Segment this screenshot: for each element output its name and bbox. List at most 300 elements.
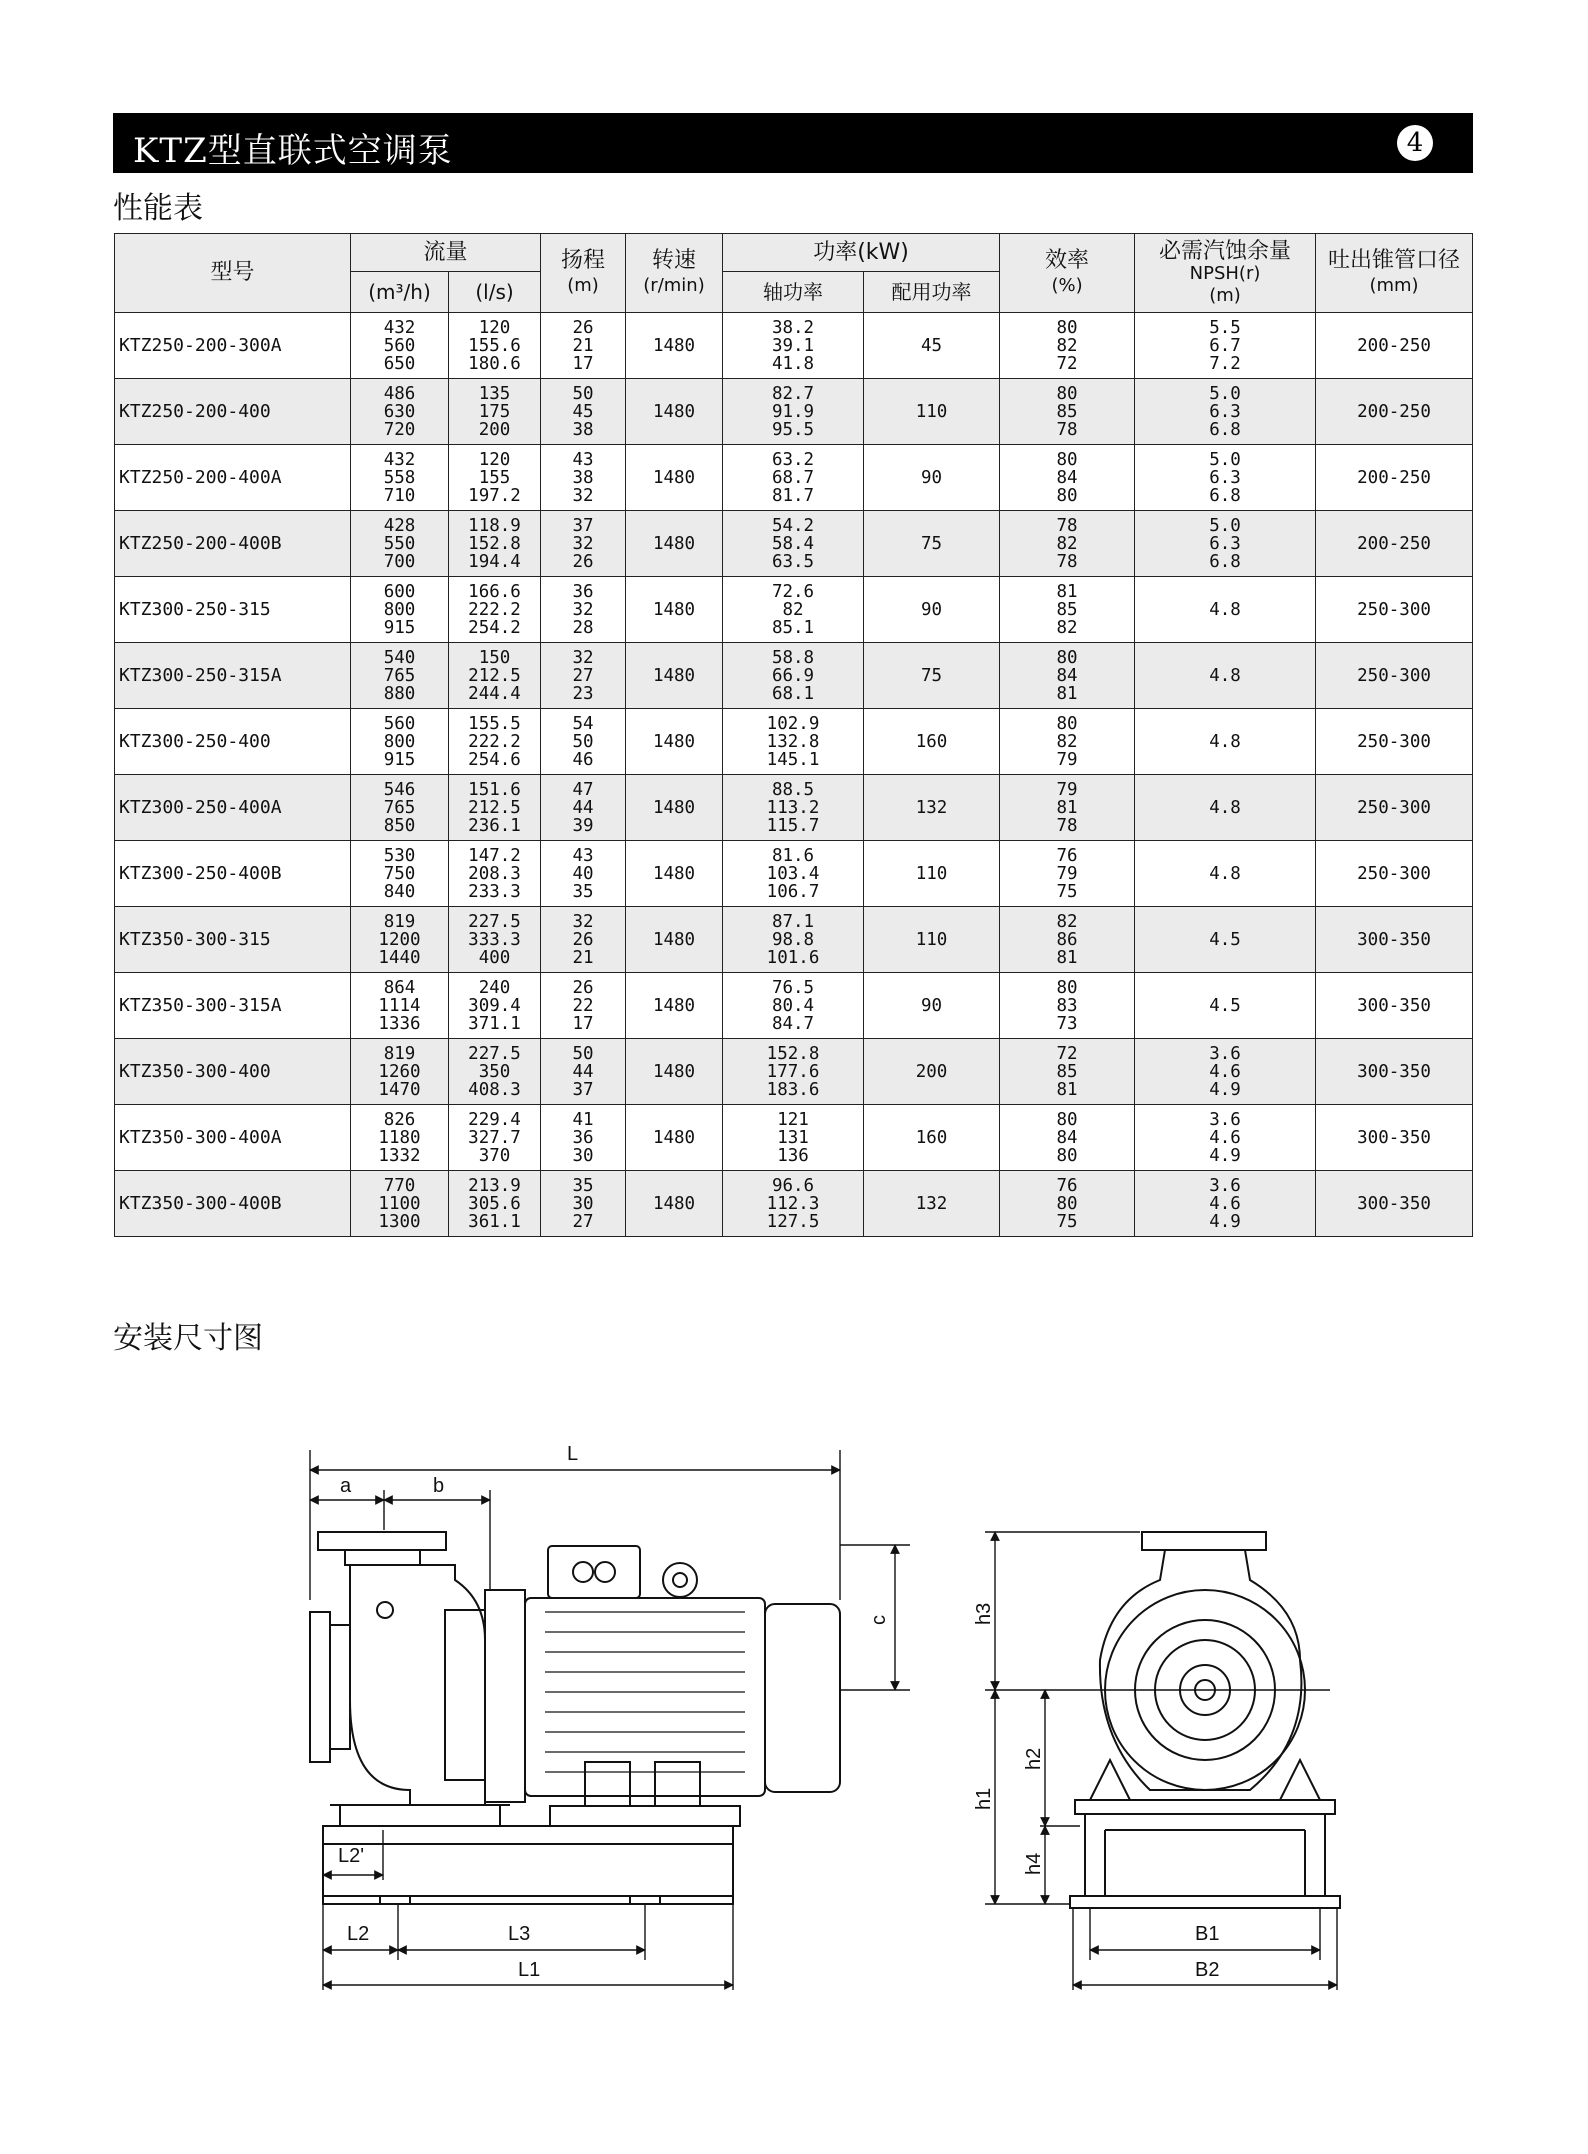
cell-value: 82 (1056, 617, 1078, 638)
cell-value: 240 (478, 977, 511, 998)
cell-value: 212.5 (468, 665, 521, 686)
cell-value: 81 (1056, 1079, 1078, 1100)
cell-value: 46 (572, 749, 594, 770)
cell-matched-power: 90 (864, 577, 1000, 643)
cell-outlet: 200-250 (1316, 511, 1473, 577)
cell-matched-power: 110 (864, 841, 1000, 907)
cell-value: 197.2 (468, 485, 521, 506)
cell-model: KTZ300-250-400B (115, 841, 351, 907)
cell-value: 43 (572, 845, 594, 866)
cell-value: 155.6 (468, 335, 521, 356)
cell-value: 32 (572, 647, 594, 668)
cell-value: 26 (572, 551, 594, 572)
cell-value: 80 (1056, 977, 1078, 998)
cell-outlet: 200-250 (1316, 379, 1473, 445)
motor-feet (550, 1806, 740, 1826)
cell-value: 6.8 (1209, 485, 1241, 506)
cell-value: 1300 (378, 1211, 421, 1232)
cell-value: 4.6 (1209, 1127, 1241, 1148)
cell-matched-power: 110 (864, 907, 1000, 973)
cell-value: 120 (478, 449, 511, 470)
dim-L: L (567, 1443, 579, 1465)
cell-value: 81 (1056, 581, 1078, 602)
cell-value: 150 (478, 647, 511, 668)
cell-value: 222.2 (468, 731, 521, 752)
cell-model: KTZ350-300-400B (115, 1171, 351, 1237)
cell-value: 17 (572, 353, 594, 374)
cell-value: 81 (1056, 947, 1078, 968)
cell-speed: 1480 (626, 643, 723, 709)
cell-value: 50 (572, 383, 594, 404)
cell-value: 800 (383, 731, 416, 752)
cell-value: 38 (572, 419, 594, 440)
cell-value: 17 (572, 1013, 594, 1034)
cell-value: 35 (572, 881, 594, 902)
cell-value: 4.9 (1209, 1079, 1241, 1100)
cell-value: 880 (383, 683, 416, 704)
dim-h1: h1 (973, 1787, 995, 1810)
cell-value: 82 (1056, 911, 1078, 932)
cell-value: 408.3 (468, 1079, 521, 1100)
cell-value: 309.4 (468, 995, 521, 1016)
col-npsh: 必需汽蚀余量 NPSH(r) (m) (1135, 234, 1316, 313)
cell-value: 166.6 (468, 581, 521, 602)
cell-value: 152.8 (766, 1043, 820, 1064)
cell-value: 80 (1056, 317, 1078, 338)
cell-value: 3.6 (1209, 1043, 1241, 1064)
cell-value: 81 (1056, 797, 1078, 818)
cell-value: 229.4 (468, 1109, 521, 1130)
cell-value: 80 (1056, 383, 1078, 404)
cell-value: 4.5 (1209, 929, 1241, 950)
cell-value: 72.6 (771, 581, 815, 602)
cell-value: 630 (383, 401, 416, 422)
cell-value: 32 (572, 485, 594, 506)
cell-value: 254.2 (468, 617, 521, 638)
cell-value: 75 (1056, 1211, 1078, 1232)
cell-outlet: 200-250 (1316, 445, 1473, 511)
cell-value: 68.7 (771, 467, 815, 488)
cell-value: 840 (383, 881, 416, 902)
cell-value: 222.2 (468, 599, 521, 620)
col-power: 功率(kW) (723, 234, 1000, 272)
cell-value: 78 (1056, 551, 1078, 572)
cell-value: 26 (572, 929, 594, 950)
motor-flange (485, 1590, 525, 1802)
cell-value: 175 (478, 401, 511, 422)
cell-value: 546 (383, 779, 416, 800)
cell-value: 152.8 (468, 533, 521, 554)
cell-value: 7.2 (1209, 353, 1241, 374)
cell-model: KTZ350-300-315A (115, 973, 351, 1039)
cell-speed: 1480 (626, 313, 723, 379)
cell-speed: 1480 (626, 841, 723, 907)
cell-value: 151.6 (468, 779, 521, 800)
cell-value: 79 (1056, 863, 1078, 884)
cell-speed: 1480 (626, 1171, 723, 1237)
cell-value: 85 (1056, 1061, 1078, 1082)
installation-heading: 安装尺寸图 (113, 1321, 263, 1356)
cell-value: 4.8 (1209, 599, 1241, 620)
cell-value: 4.9 (1209, 1145, 1241, 1166)
cell-value: 78 (1056, 515, 1078, 536)
cell-value: 819 (383, 1043, 416, 1064)
cell-value: 84 (1056, 1127, 1078, 1148)
dim-L1: L1 (518, 1959, 541, 1981)
cell-value: 750 (383, 863, 416, 884)
cell-value: 180.6 (468, 353, 521, 374)
cell-value: 101.6 (766, 947, 820, 968)
cell-value: 54.2 (771, 515, 815, 536)
cell-value: 550 (383, 533, 416, 554)
cell-value: 1260 (378, 1061, 421, 1082)
cell-value: 37 (572, 515, 594, 536)
cell-value: 43 (572, 449, 594, 470)
cell-value: 32 (572, 911, 594, 932)
cell-value: 63.2 (771, 449, 815, 470)
cell-value: 720 (383, 419, 416, 440)
cell-value: 63.5 (771, 551, 815, 572)
cell-value: 5.5 (1209, 317, 1241, 338)
cell-value: 38.2 (771, 317, 815, 338)
cell-value: 826 (383, 1109, 416, 1130)
cell-value: 75 (1056, 881, 1078, 902)
cell-speed: 1480 (626, 709, 723, 775)
cell-model: KTZ300-250-315A (115, 643, 351, 709)
cell-value: 80 (1056, 485, 1078, 506)
cell-value: 5.0 (1209, 515, 1241, 536)
cell-value: 127.5 (766, 1211, 820, 1232)
cell-value: 76 (1056, 1175, 1078, 1196)
cell-value: 558 (383, 467, 416, 488)
cell-value: 47 (572, 779, 594, 800)
cell-value: 121 (777, 1109, 809, 1130)
cell-value: 428 (383, 515, 416, 536)
cell-value: 915 (383, 617, 416, 638)
cell-value: 4.5 (1209, 995, 1241, 1016)
cell-value: 81 (1056, 683, 1078, 704)
cell-value: 78 (1056, 815, 1078, 836)
cell-value: 80.4 (771, 995, 815, 1016)
cell-value: 79 (1056, 779, 1078, 800)
cell-matched-power: 200 (864, 1039, 1000, 1105)
cell-value: 112.3 (766, 1193, 820, 1214)
cell-value: 54 (572, 713, 594, 734)
cell-value: 236.1 (468, 815, 521, 836)
cell-value: 3.6 (1209, 1109, 1241, 1130)
cell-outlet: 250-300 (1316, 775, 1473, 841)
cell-value: 208.3 (468, 863, 521, 884)
cell-value: 27 (572, 1211, 594, 1232)
cell-value: 370 (478, 1145, 511, 1166)
col-flow-ls: (l/s) (449, 272, 541, 313)
motor-body (525, 1598, 765, 1796)
cell-value: 120 (478, 317, 511, 338)
cell-value: 36 (572, 581, 594, 602)
cell-value: 21 (572, 947, 594, 968)
cell-value: 41.8 (771, 353, 815, 374)
end-base-feet (1070, 1896, 1340, 1908)
cell-model: KTZ300-250-315 (115, 577, 351, 643)
cell-value: 68.1 (771, 683, 815, 704)
cell-value: 32 (572, 599, 594, 620)
cell-value: 305.6 (468, 1193, 521, 1214)
end-dimension-labels (973, 1603, 1219, 1981)
cell-value: 700 (383, 551, 416, 572)
cell-value: 98.8 (771, 929, 815, 950)
cell-value: 254.6 (468, 749, 521, 770)
cell-outlet: 250-300 (1316, 709, 1473, 775)
cell-outlet: 250-300 (1316, 841, 1473, 907)
cell-outlet: 300-350 (1316, 1105, 1473, 1171)
cell-value: 81.6 (771, 845, 815, 866)
cell-value: 530 (383, 845, 416, 866)
end-base-top (1075, 1800, 1335, 1814)
cell-value: 560 (383, 335, 416, 356)
cell-outlet: 300-350 (1316, 1171, 1473, 1237)
cell-value: 82.7 (771, 383, 815, 404)
cell-value: 30 (572, 1193, 594, 1214)
cell-model: KTZ300-250-400 (115, 709, 351, 775)
cell-value: 80 (1056, 713, 1078, 734)
cell-value: 35 (572, 1175, 594, 1196)
cell-value: 432 (383, 449, 416, 470)
cell-speed: 1480 (626, 907, 723, 973)
cell-value: 4.8 (1209, 731, 1241, 752)
cell-value: 850 (383, 815, 416, 836)
cell-outlet: 250-300 (1316, 643, 1473, 709)
cell-value: 1100 (378, 1193, 421, 1214)
cell-value: 371.1 (468, 1013, 521, 1034)
cell-value: 4.6 (1209, 1061, 1241, 1082)
cell-value: 58.4 (771, 533, 815, 554)
cell-value: 6.7 (1209, 335, 1241, 356)
cell-value: 650 (383, 353, 416, 374)
cell-value: 39 (572, 815, 594, 836)
cell-speed: 1480 (626, 1039, 723, 1105)
cell-value: 23 (572, 683, 594, 704)
cell-value: 85 (1056, 599, 1078, 620)
col-flow-m3h: (m³/h) (351, 272, 449, 313)
cell-value: 486 (383, 383, 416, 404)
cell-value: 765 (383, 797, 416, 818)
cell-value: 5.0 (1209, 449, 1241, 470)
cell-value: 6.3 (1209, 533, 1241, 554)
side-view (310, 1532, 840, 1904)
cell-matched-power: 132 (864, 775, 1000, 841)
cell-value: 66.9 (771, 665, 815, 686)
lifting-eye (663, 1563, 697, 1597)
cell-value: 39.1 (771, 335, 815, 356)
cell-value: 155.5 (468, 713, 521, 734)
dim-h4: h4 (1023, 1852, 1045, 1875)
cell-value: 4.8 (1209, 797, 1241, 818)
cell-matched-power: 132 (864, 1171, 1000, 1237)
cell-value: 27 (572, 665, 594, 686)
cell-value: 80 (1056, 647, 1078, 668)
dim-B1: B1 (1195, 1923, 1220, 1945)
cell-value: 227.5 (468, 1043, 521, 1064)
cell-speed: 1480 (626, 973, 723, 1039)
cell-value: 38 (572, 467, 594, 488)
page-title: KTZ型直联式空调泵 (133, 131, 453, 171)
cell-matched-power: 75 (864, 511, 1000, 577)
cell-value: 200 (478, 419, 511, 440)
cell-value: 84.7 (771, 1013, 815, 1034)
cell-value: 72 (1056, 1043, 1078, 1064)
cell-value: 800 (383, 599, 416, 620)
cell-model: KTZ350-300-400A (115, 1105, 351, 1171)
cell-value: 81.7 (771, 485, 815, 506)
dim-L3: L3 (508, 1923, 531, 1945)
cell-value: 91.9 (771, 401, 815, 422)
end-outlet-flange (1142, 1532, 1266, 1550)
cell-speed: 1480 (626, 577, 723, 643)
cell-model: KTZ250-200-400A (115, 445, 351, 511)
dim-h3: h3 (973, 1602, 995, 1625)
cell-outlet: 300-350 (1316, 907, 1473, 973)
cell-value: 44 (572, 1061, 594, 1082)
cell-speed: 1480 (626, 1105, 723, 1171)
col-flow: 流量 (351, 234, 541, 272)
cell-value: 1336 (378, 1013, 421, 1034)
cell-value: 58.8 (771, 647, 815, 668)
cell-value: 76.5 (771, 977, 815, 998)
motor-fan-cover (765, 1604, 840, 1792)
cell-value: 82 (1056, 533, 1078, 554)
cell-value: 710 (383, 485, 416, 506)
dim-b: b (433, 1475, 445, 1497)
cell-model: KTZ250-200-400 (115, 379, 351, 445)
cell-value: 600 (383, 581, 416, 602)
cell-value: 233.3 (468, 881, 521, 902)
cell-outlet: 300-350 (1316, 1039, 1473, 1105)
cell-value: 5.0 (1209, 383, 1241, 404)
cell-matched-power: 160 (864, 709, 1000, 775)
cell-value: 113.2 (766, 797, 820, 818)
cell-value: 212.5 (468, 797, 521, 818)
cell-value: 350 (478, 1061, 511, 1082)
cell-value: 80 (1056, 1145, 1078, 1166)
cell-value: 102.9 (766, 713, 820, 734)
cell-value: 6.3 (1209, 401, 1241, 422)
cell-value: 76 (1056, 845, 1078, 866)
cell-value: 21 (572, 335, 594, 356)
dim-a: a (340, 1475, 352, 1497)
cell-value: 1114 (378, 995, 421, 1016)
cell-matched-power: 75 (864, 643, 1000, 709)
cell-value: 227.5 (468, 911, 521, 932)
cell-value: 819 (383, 911, 416, 932)
col-outlet: 吐出锥管口径 (mm) (1316, 234, 1473, 313)
cell-value: 1200 (378, 929, 421, 950)
cell-value: 88.5 (771, 779, 815, 800)
cell-value: 37 (572, 1079, 594, 1100)
cell-model: KTZ350-300-315 (115, 907, 351, 973)
cell-speed: 1480 (626, 511, 723, 577)
cell-value: 915 (383, 749, 416, 770)
cell-value: 106.7 (766, 881, 820, 902)
cell-value: 22 (572, 995, 594, 1016)
cell-value: 1332 (378, 1145, 421, 1166)
cell-speed: 1480 (626, 445, 723, 511)
cell-value: 80 (1056, 1109, 1078, 1130)
cell-model: KTZ350-300-400 (115, 1039, 351, 1105)
cell-value: 6.8 (1209, 551, 1241, 572)
cell-value: 78 (1056, 419, 1078, 440)
cell-value: 84 (1056, 665, 1078, 686)
dim-L2: L2 (347, 1923, 370, 1945)
dim-c: c (868, 1615, 890, 1625)
col-shaft-power: 轴功率 (723, 272, 864, 313)
cell-value: 333.3 (468, 929, 521, 950)
cell-value: 80 (1056, 449, 1078, 470)
dim-B2: B2 (1195, 1959, 1220, 1981)
cell-value: 147.2 (468, 845, 521, 866)
cell-model: KTZ300-250-400A (115, 775, 351, 841)
col-speed: 转速 (r/min) (626, 234, 723, 313)
base-frame (323, 1826, 733, 1904)
cell-value: 400 (478, 947, 511, 968)
cell-speed: 1480 (626, 775, 723, 841)
cell-value: 770 (383, 1175, 416, 1196)
cell-value: 115.7 (766, 815, 820, 836)
cell-value: 26 (572, 317, 594, 338)
cell-value: 4.6 (1209, 1193, 1241, 1214)
outlet-flange (318, 1532, 446, 1550)
cell-value: 36 (572, 1127, 594, 1148)
cell-matched-power: 160 (864, 1105, 1000, 1171)
cell-value: 45 (572, 401, 594, 422)
cell-value: 3.6 (1209, 1175, 1241, 1196)
cell-value: 131 (777, 1127, 809, 1148)
cell-value: 30 (572, 1145, 594, 1166)
page-number: 4 (1397, 125, 1433, 161)
cell-value: 85 (1056, 401, 1078, 422)
cell-value: 177.6 (766, 1061, 820, 1082)
cell-value: 4.9 (1209, 1211, 1241, 1232)
cell-value: 96.6 (771, 1175, 815, 1196)
cell-value: 4.8 (1209, 665, 1241, 686)
cell-matched-power: 90 (864, 445, 1000, 511)
col-matched-power: 配用功率 (864, 272, 1000, 313)
cell-matched-power: 90 (864, 973, 1000, 1039)
cell-value: 85.1 (771, 617, 815, 638)
cell-value: 73 (1056, 1013, 1078, 1034)
dim-L2p: L2' (338, 1845, 365, 1867)
cell-value: 145.1 (766, 749, 820, 770)
cell-value: 1180 (378, 1127, 421, 1148)
pump-casing (350, 1565, 485, 1805)
cell-value: 50 (572, 1043, 594, 1064)
cell-matched-power: 45 (864, 313, 1000, 379)
cell-model: KTZ250-200-400B (115, 511, 351, 577)
cell-value: 82 (1056, 731, 1078, 752)
cell-model: KTZ250-200-300A (115, 313, 351, 379)
cell-value: 560 (383, 713, 416, 734)
cell-value: 155 (478, 467, 511, 488)
cell-value: 194.4 (468, 551, 521, 572)
cell-value: 361.1 (468, 1211, 521, 1232)
cell-value: 1440 (378, 947, 421, 968)
cell-value: 86 (1056, 929, 1078, 950)
cell-value: 82 (782, 599, 804, 620)
cell-value: 103.4 (766, 863, 820, 884)
cell-value: 132.8 (766, 731, 820, 752)
cell-matched-power: 110 (864, 379, 1000, 445)
cell-value: 83 (1056, 995, 1078, 1016)
col-head: 扬程 (m) (541, 234, 626, 313)
